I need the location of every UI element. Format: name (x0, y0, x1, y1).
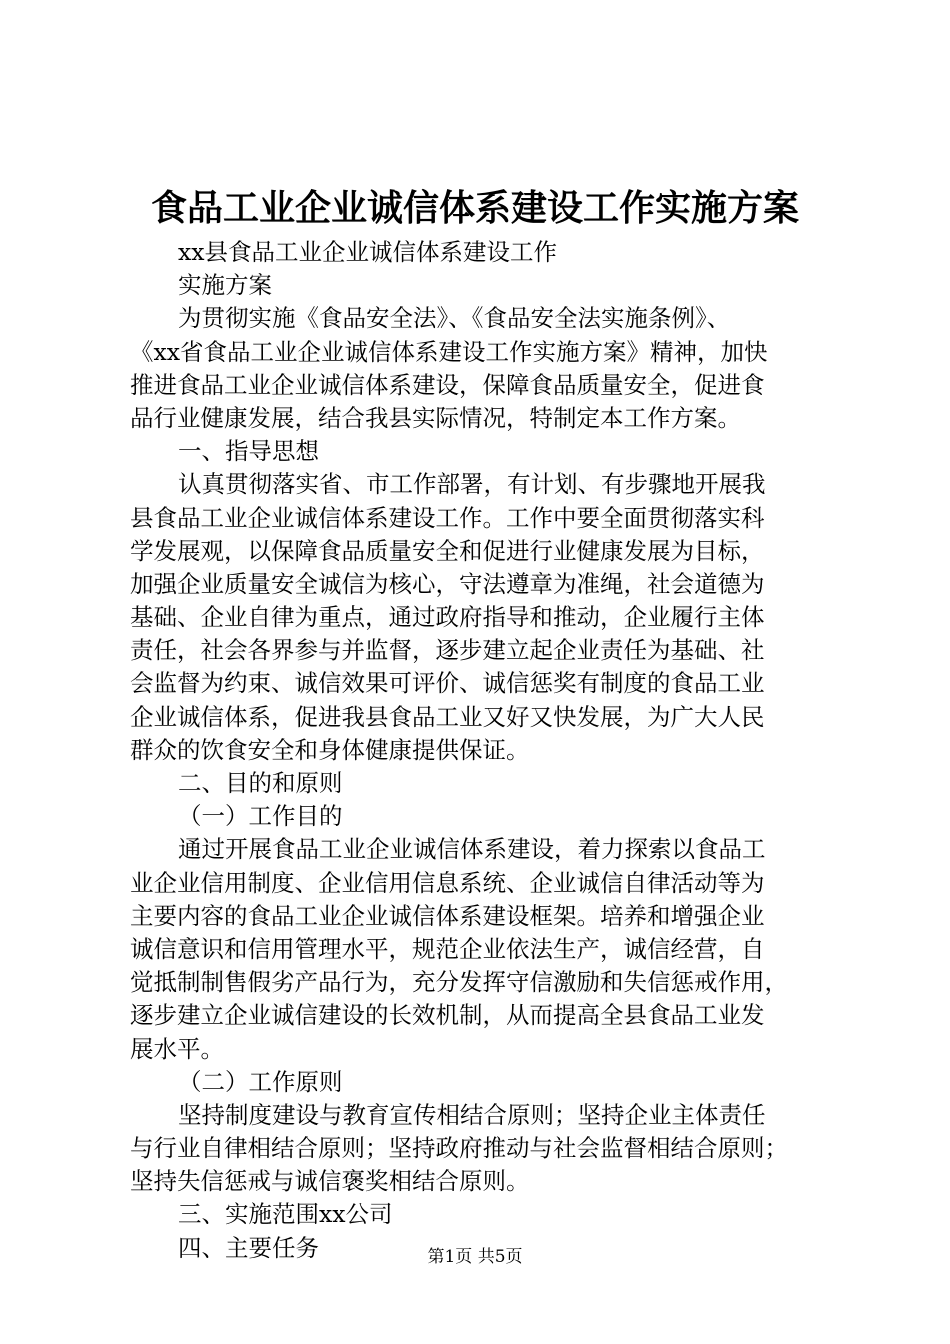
section-heading: 二、目的和原则 (178, 769, 343, 797)
body-line: 企业诚信体系，促进我县食品工业又好又快发展，为广大人民 (130, 702, 765, 731)
body-line: 觉抵制制售假劣产品行为，充分发挥守信激励和失信惩戒作用， (130, 968, 788, 997)
body-line: 认真贯彻落实省、市工作部署，有计划、有步骤地开展我 (178, 470, 766, 499)
body-line: 与行业自律相结合原则；坚持政府推动与社会监督相结合原则； (130, 1134, 788, 1163)
subsection-heading: （一）工作目的 (178, 802, 343, 831)
body-line: 诚信意识和信用管理水平，规范企业依法生产，诚信经营，自 (130, 934, 765, 963)
body-line: 推进食品工业企业诚信体系建设，保障食品质量安全，促进食 (130, 370, 765, 399)
subsection-heading: （二）工作原则 (178, 1067, 343, 1096)
body-line: 责任，社会各界参与并监督，逐步建立起企业责任为基础、社 (130, 636, 765, 665)
body-line: 为贯彻实施《食品安全法》、《食品安全法实施条例》、 (178, 304, 731, 333)
body-line: 群众的饮食安全和身体健康提供保证。 (130, 735, 530, 764)
body-line: 品行业健康发展，结合我县实际情况，特制定本工作方案。 (130, 403, 741, 432)
body-line: 展水平。 (130, 1034, 224, 1063)
body-line: 实施方案 (178, 271, 272, 300)
document-body (130, 236, 830, 1265)
document-title: 食品工业企业诚信体系建设工作实施方案 (150, 187, 799, 229)
body-line: 坚持失信惩戒与诚信褒奖相结合原则。 (130, 1167, 530, 1196)
page-number-footer: 第1页 共5页 (427, 1247, 523, 1267)
body-line: 坚持制度建设与教育宣传相结合原则；坚持企业主体责任 (178, 1100, 766, 1129)
body-line: 加强企业质量安全诚信为核心，守法遵章为准绳，社会道德为 (130, 569, 765, 598)
section-heading: 三、实施范围xx公司 (178, 1200, 393, 1229)
body-line: 通过开展食品工业企业诚信体系建设，着力探索以食品工 (178, 835, 766, 864)
section-heading: 四、主要任务 (178, 1233, 319, 1262)
body-line: 业企业信用制度、企业信用信息系统、企业诚信自律活动等为 (130, 868, 765, 897)
body-line: 学发展观，以保障食品质量安全和促进行业健康发展为目标， (130, 536, 765, 565)
section-heading: 一、指导思想 (178, 437, 319, 466)
body-line: xx县食品工业企业诚信体系建设工作 (178, 238, 558, 266)
body-line: 县食品工业企业诚信体系建设工作。工作中要全面贯彻落实科 (130, 503, 765, 532)
body-line: 会监督为约束、诚信效果可评价、诚信惩奖有制度的食品工业 (130, 669, 765, 698)
body-line: 《xx省食品工业企业诚信体系建设工作实施方案》精神，加快 (130, 337, 768, 366)
body-line: 逐步建立企业诚信建设的长效机制，从而提高全县食品工业发 (130, 1001, 765, 1030)
body-line: 主要内容的食品工业企业诚信体系建设框架。培养和增强企业 (130, 901, 765, 930)
body-line: 基础、企业自律为重点，通过政府指导和推动，企业履行主体 (130, 603, 765, 632)
